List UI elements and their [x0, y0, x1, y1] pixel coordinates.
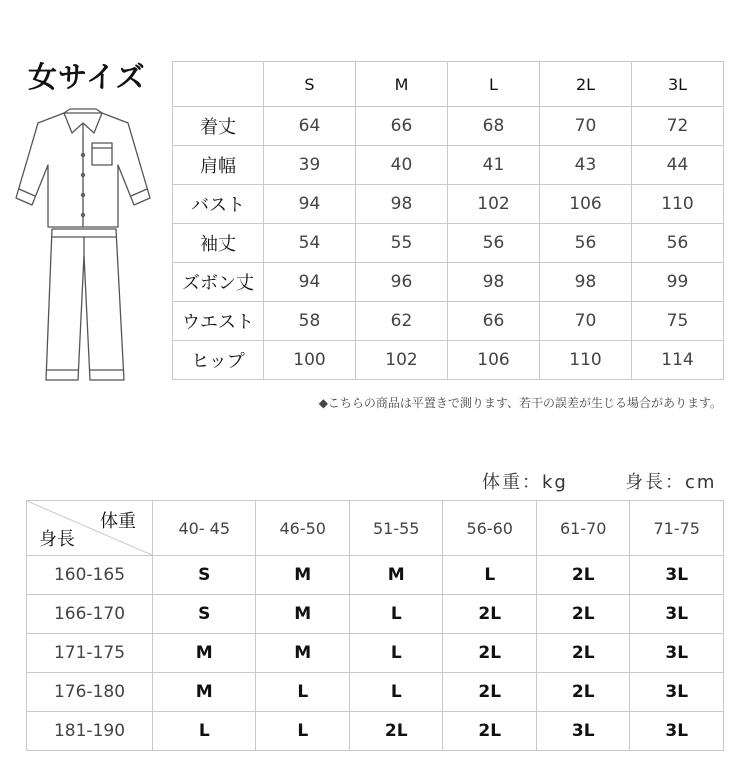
weight-range-header: 71-75 [630, 501, 724, 556]
weight-range-header: 40- 45 [153, 501, 256, 556]
recommended-size: L [349, 595, 443, 634]
table-row [173, 185, 724, 224]
measurement-value: 44 [632, 146, 724, 185]
recommended-size: S [153, 556, 256, 595]
measurement-value: 70 [540, 302, 632, 341]
weight-unit-label: 体重：kg [482, 472, 568, 493]
recommended-size: 2L [443, 712, 537, 751]
recommended-size: L [256, 673, 350, 712]
measurement-value: 100 [264, 341, 356, 380]
measurement-value: 56 [540, 224, 632, 263]
size-column-header: 2L [540, 62, 632, 107]
recommended-size: 2L [536, 556, 630, 595]
recommended-size: 2L [536, 634, 630, 673]
table-row [27, 712, 724, 751]
page-title: 女サイズ [28, 60, 146, 94]
recommended-size: 2L [443, 595, 537, 634]
header-corner-cell [173, 62, 264, 107]
measurement-label: ウエスト [173, 302, 264, 341]
table-row [173, 263, 724, 302]
recommended-size: 2L [536, 673, 630, 712]
table-row [173, 107, 724, 146]
recommended-size: L [153, 712, 256, 751]
measurement-value: 55 [356, 224, 448, 263]
measurement-value: 94 [264, 263, 356, 302]
measurement-value: 106 [540, 185, 632, 224]
measurement-value: 56 [632, 224, 724, 263]
measurement-value: 110 [632, 185, 724, 224]
measurement-value: 68 [448, 107, 540, 146]
measurement-value: 66 [448, 302, 540, 341]
table-row [173, 224, 724, 263]
measurement-value: 64 [264, 107, 356, 146]
size-fit-table [26, 500, 724, 751]
height-range-label: 160-165 [27, 556, 153, 595]
measurement-label: 肩幅 [173, 146, 264, 185]
height-range-label: 166-170 [27, 595, 153, 634]
weight-range-header: 51-55 [349, 501, 443, 556]
measurement-note: ◆こちらの商品は平置きで測ります、若干の誤差が生じる場合があります。 [318, 396, 722, 410]
measurement-value: 98 [356, 185, 448, 224]
measurement-value: 43 [540, 146, 632, 185]
recommended-size: 2L [349, 712, 443, 751]
height-range-label: 181-190 [27, 712, 153, 751]
height-axis-label: 身長 [39, 529, 75, 550]
height-range-label: 176-180 [27, 673, 153, 712]
measurement-value: 98 [448, 263, 540, 302]
measurement-label: ヒップ [173, 341, 264, 380]
measurement-value: 72 [632, 107, 724, 146]
measurement-value: 56 [448, 224, 540, 263]
recommended-size: 3L [536, 712, 630, 751]
measurement-value: 96 [356, 263, 448, 302]
recommended-size: 2L [443, 634, 537, 673]
measurement-label: 袖丈 [173, 224, 264, 263]
measurement-value: 39 [264, 146, 356, 185]
table-row [173, 146, 724, 185]
recommended-size: L [443, 556, 537, 595]
measurement-label: 着丈 [173, 107, 264, 146]
recommended-size: M [256, 595, 350, 634]
recommended-size: M [153, 673, 256, 712]
recommended-size: L [256, 712, 350, 751]
recommended-size: 2L [443, 673, 537, 712]
measurement-value: 94 [264, 185, 356, 224]
weight-axis-label: 体重 [100, 511, 136, 532]
recommended-size: L [349, 673, 443, 712]
measurement-value: 110 [540, 341, 632, 380]
measurement-value: 106 [448, 341, 540, 380]
size-column-header: 3L [632, 62, 724, 107]
measurement-value: 114 [632, 341, 724, 380]
recommended-size: 3L [630, 634, 724, 673]
table-row [27, 595, 724, 634]
recommended-size: S [153, 595, 256, 634]
weight-range-header: 46-50 [256, 501, 350, 556]
measurement-value: 54 [264, 224, 356, 263]
measurement-value: 102 [356, 341, 448, 380]
recommended-size: M [256, 556, 350, 595]
table-row [27, 673, 724, 712]
table-row [173, 341, 724, 380]
size-column-header: M [356, 62, 448, 107]
recommended-size: 2L [536, 595, 630, 634]
measurement-value: 41 [448, 146, 540, 185]
size-header-row [173, 62, 724, 107]
size-column-header: S [264, 62, 356, 107]
recommended-size: M [349, 556, 443, 595]
measurement-value: 40 [356, 146, 448, 185]
recommended-size: 3L [630, 712, 724, 751]
measurement-value: 66 [356, 107, 448, 146]
size-column-header: L [448, 62, 540, 107]
pajama-illustration [8, 105, 160, 385]
recommended-size: 3L [630, 673, 724, 712]
table-row [27, 556, 724, 595]
corner-header-cell [27, 501, 153, 556]
recommended-size: M [153, 634, 256, 673]
measurement-value: 70 [540, 107, 632, 146]
recommended-size: M [256, 634, 350, 673]
table-row [27, 634, 724, 673]
recommended-size: 3L [630, 556, 724, 595]
measurement-label: ズボン丈 [173, 263, 264, 302]
weight-range-header: 56-60 [443, 501, 537, 556]
height-range-label: 171-175 [27, 634, 153, 673]
measurement-value: 62 [356, 302, 448, 341]
recommended-size: L [349, 634, 443, 673]
measurement-value: 75 [632, 302, 724, 341]
measurement-label: バスト [173, 185, 264, 224]
weight-range-header: 61-70 [536, 501, 630, 556]
height-unit-label: 身長：cm [625, 472, 717, 493]
recommended-size: 3L [630, 595, 724, 634]
measurement-value: 58 [264, 302, 356, 341]
weight-header-row [27, 501, 724, 556]
measurement-value: 99 [632, 263, 724, 302]
table-row [173, 302, 724, 341]
measurement-value: 98 [540, 263, 632, 302]
measurement-value: 102 [448, 185, 540, 224]
size-chart-table [172, 61, 724, 380]
